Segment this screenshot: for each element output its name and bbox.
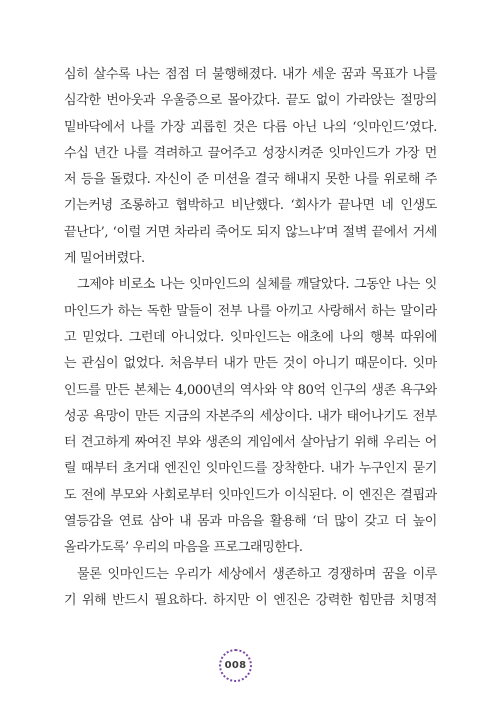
text-line: 게 밀어버렸다.	[64, 251, 145, 267]
text-line: 도 전에 부모와 사회로부터 잇마인드가 이식된다. 이 엔진은 결핍과	[64, 487, 437, 503]
text-line: 올라가도록’ 우리의 마음을 프로그래밍한다.	[64, 540, 303, 556]
text-line: 심히 살수록 나는 점점 더 불행해졌다. 내가 세운 꿈과 목표가 나를	[64, 67, 437, 82]
paragraph-3	[64, 562, 437, 615]
text-line: 열등감을 연료 삼아 내 몸과 마음을 활용해 ‘더 많이 갖고 더 높이	[64, 514, 437, 530]
text-line: 물론 잇마인드는 우리가 세상에서 생존하고 경쟁하며 꿈을 이루	[77, 566, 437, 582]
text-line: 심각한 번아웃과 우울증으로 몰아갔다. 끝도 없이 가라앉는 절망의	[64, 93, 437, 109]
paragraph-2	[64, 272, 437, 561]
text-line: 기는커녕 조롱하고 협박하고 비난했다. ‘회사가 끝나면 네 인생도	[64, 198, 437, 214]
text-line: 인드를 만든 본체는 4,000년의 역사와 약 80억 인구의 생존 욕구와	[64, 382, 437, 398]
text-line: 그제야 비로소 나는 잇마인드의 실체를 깨달았다. 그동안 나는 잇	[77, 277, 437, 293]
text-line: 성공 욕망이 만든 지금의 자본주의 세상이다. 내가 태어나기도 전부	[64, 408, 437, 424]
page-number: 008	[224, 660, 247, 671]
page-number-badge	[219, 649, 252, 682]
text-line: 저 등을 돌렸다. 자신이 준 미션을 결국 해내지 못한 나를 위로해 주	[64, 172, 437, 188]
text-line: 릴 때부터 초거대 엔진인 잇마인드를 장착한다. 내가 누구인지 묻기	[64, 461, 437, 477]
text-line: 마인드가 하는 독한 말들이 전부 나를 아끼고 사랑해서 하는 말이라	[64, 303, 437, 319]
text-line: 고 믿었다. 그런데 아니었다. 잇마인드는 애초에 나의 행복 따위에	[64, 329, 437, 345]
text-line: 끝난다’, ‘이럴 거면 차라리 죽어도 되지 않느냐’며 절벽 끝에서 거세	[64, 224, 437, 240]
text-line: 터 견고하게 짜여진 부와 생존의 게임에서 살아남기 위해 우리는 어	[64, 435, 437, 451]
paragraph-1	[64, 62, 437, 272]
text-line: 기 위해 반드시 필요하다. 하지만 이 엔진은 강력한 힘만큼 치명적	[64, 592, 437, 608]
text-line: 는 관심이 없었다. 처음부터 내가 만든 것이 아니기 때문이다. 잇마	[64, 356, 437, 372]
text-line: 밑바닥에서 나를 가장 괴롭힌 것은 다름 아닌 나의 ‘잇마인드’였다.	[64, 119, 437, 135]
text-line: 수십 년간 나를 격려하고 끌어주고 성장시켜준 잇마인드가 가장 먼	[64, 145, 437, 161]
body-text	[64, 62, 437, 614]
